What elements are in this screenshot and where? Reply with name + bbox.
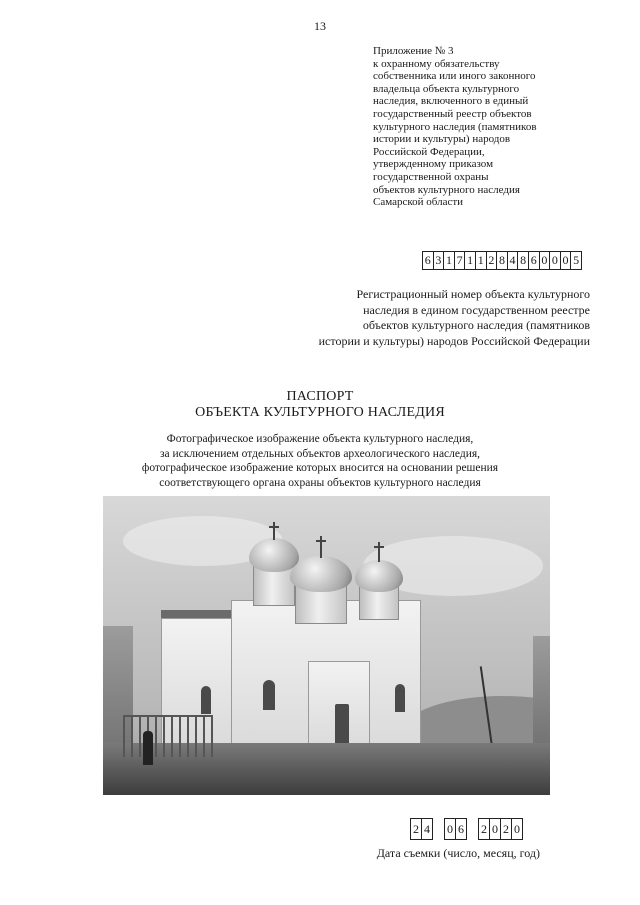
reg-digit: 8 — [496, 251, 508, 270]
date-day-digit: 4 — [421, 818, 433, 840]
center-dome-icon — [290, 556, 352, 592]
reg-digit: 1 — [464, 251, 476, 270]
date-day-digit: 2 — [410, 818, 422, 840]
window — [395, 684, 405, 712]
reg-digit: 8 — [517, 251, 529, 270]
center-cross-icon — [320, 536, 322, 558]
reg-digit: 0 — [560, 251, 572, 270]
right-dome-icon — [355, 560, 403, 592]
person — [143, 731, 153, 765]
reg-digit: 1 — [475, 251, 487, 270]
reg-digit: 6 — [528, 251, 540, 270]
reg-digit: 3 — [433, 251, 445, 270]
reg-digit: 6 — [422, 251, 434, 270]
door — [335, 704, 349, 746]
date-year-digit: 2 — [478, 818, 490, 840]
window — [201, 686, 211, 714]
date-year-digit: 0 — [489, 818, 501, 840]
window — [263, 680, 275, 710]
reg-digit: 5 — [570, 251, 582, 270]
reg-digit: 0 — [539, 251, 551, 270]
right-cross-icon — [378, 542, 380, 562]
church-photo — [103, 496, 550, 795]
date-month-digit: 0 — [444, 818, 456, 840]
reg-digit: 2 — [486, 251, 498, 270]
registration-caption: Регистрационный номер объекта культурного наследия в едином государственном реестре объектов культурного наследия (памятников истории и культуры) народов Российской Федерации — [318, 287, 590, 348]
reg-digit: 0 — [549, 251, 561, 270]
date-month-digit: 6 — [455, 818, 467, 840]
date-year-digit: 2 — [500, 818, 512, 840]
photo-caption: Фотографическое изображение объекта культурного наследия, за исключением отдельных объектов археологического наследия, фотографическое изображение которых вносится на основании решения соответствующего органа охраны объектов культурного наследия — [141, 433, 499, 489]
page-number: 13 — [314, 19, 326, 33]
appendix-note: Приложение № 3 к охранному обязательству собственника или иного законного владельца объекта культурного наследия, включенного в единый государственный реестр объектов культурного наследия (памятников истории и культуры) народов Российской Федерации, утвержденному приказом государственной охраны объектов культурного наследия Самарской области — [373, 45, 537, 209]
reg-digit: 4 — [507, 251, 519, 270]
fence — [123, 715, 213, 757]
document-title: ПАСПОРТ ОБЪЕКТА КУЛЬТУРНОГО НАСЛЕДИЯ — [195, 389, 445, 420]
date-caption: Дата съемки (число, месяц, год) — [376, 846, 540, 860]
reg-digit: 7 — [454, 251, 466, 270]
left-dome-icon — [249, 538, 299, 572]
photo-date-boxes — [410, 818, 522, 840]
reg-digit: 1 — [443, 251, 455, 270]
date-year-digit: 0 — [511, 818, 523, 840]
registration-number-boxes — [422, 251, 581, 270]
left-cross-icon — [273, 522, 275, 540]
right-building — [533, 636, 550, 756]
